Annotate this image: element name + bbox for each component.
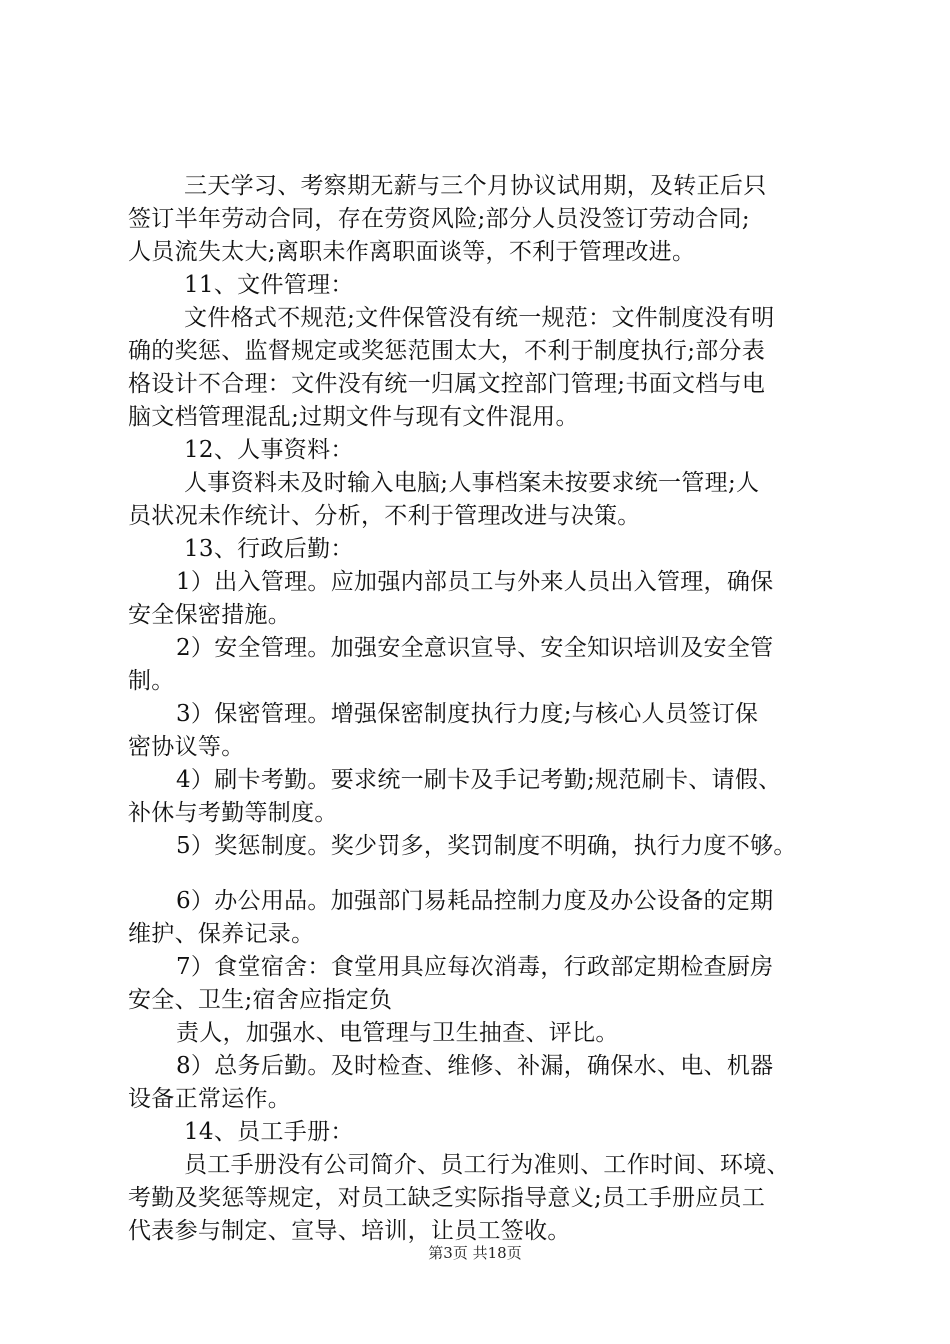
text-line: 安全保密措施。 xyxy=(128,602,292,628)
text-line: 责人，加强水、电管理与卫生抽查、评比。 xyxy=(176,1020,619,1046)
section-heading: 11、文件管理： xyxy=(184,272,354,298)
list-item-line: 5）奖惩制度。奖少罚多，奖罚制度不明确，执行力度不够。 xyxy=(176,833,797,859)
page-number: 第3页 共18页 xyxy=(428,1244,522,1262)
text-line: 密协议等。 xyxy=(128,734,245,760)
text-line: 代表参与制定、宣导、培训，让员工签收。 xyxy=(128,1218,571,1244)
text-line: 三天学习、考察期无薪与三个月协议试用期，及转正后只 xyxy=(184,173,767,199)
page-footer xyxy=(0,1243,950,1263)
list-item-line: 2）安全管理。加强安全意识宣导、安全知识培训及安全管 xyxy=(176,635,774,661)
text-line: 制。 xyxy=(128,668,175,694)
text-line: 员状况未作统计、分析，不利于管理改进与决策。 xyxy=(128,503,641,529)
list-item-line: 3）保密管理。增强保密制度执行力度;与核心人员签订保 xyxy=(176,701,759,727)
text-line: 签订半年劳动合同，存在劳资风险;部分人员没签订劳动合同; xyxy=(128,206,750,232)
text-line: 补休与考勤等制度。 xyxy=(128,800,338,826)
list-item-line: 7）食堂宿舍：食堂用具应每次消毒，行政部定期检查厨房 xyxy=(176,954,774,980)
text-line: 人员流失太大;离职未作离职面谈等，不利于管理改进。 xyxy=(128,239,696,265)
section-heading: 14、员工手册： xyxy=(184,1119,354,1145)
text-line: 人事资料未及时输入电脑;人事档案未按要求统一管理;人 xyxy=(184,470,760,496)
list-item-line: 1）出入管理。应加强内部员工与外来人员出入管理，确保 xyxy=(176,569,774,595)
list-item-line: 6）办公用品。加强部门易耗品控制力度及办公设备的定期 xyxy=(176,888,774,914)
text-line: 设备正常运作。 xyxy=(128,1086,292,1112)
text-line: 安全、卫生;宿舍应指定负 xyxy=(128,987,393,1013)
text-line: 维护、保养记录。 xyxy=(128,921,315,947)
section-heading: 13、行政后勤： xyxy=(184,536,354,562)
text-line: 考勤及奖惩等规定，对员工缺乏实际指导意义;员工手册应员工 xyxy=(128,1185,766,1211)
list-item-line: 4）刷卡考勤。要求统一刷卡及手记考勤;规范刷卡、请假、 xyxy=(176,767,782,793)
section-heading: 12、人事资料： xyxy=(184,437,354,463)
list-item-line: 8）总务后勤。及时检查、维修、补漏，确保水、电、机器 xyxy=(176,1053,774,1079)
text-line: 格设计不合理：文件没有统一归属文控部门管理;书面文档与电 xyxy=(128,371,766,397)
text-line: 确的奖惩、监督规定或奖惩范围太大，不利于制度执行;部分表 xyxy=(128,338,766,364)
text-line: 脑文档管理混乱;过期文件与现有文件混用。 xyxy=(128,404,579,430)
text-line: 文件格式不规范;文件保管没有统一规范：文件制度没有明 xyxy=(184,305,775,331)
text-line: 员工手册没有公司简介、员工行为准则、工作时间、环境、 xyxy=(184,1152,790,1178)
